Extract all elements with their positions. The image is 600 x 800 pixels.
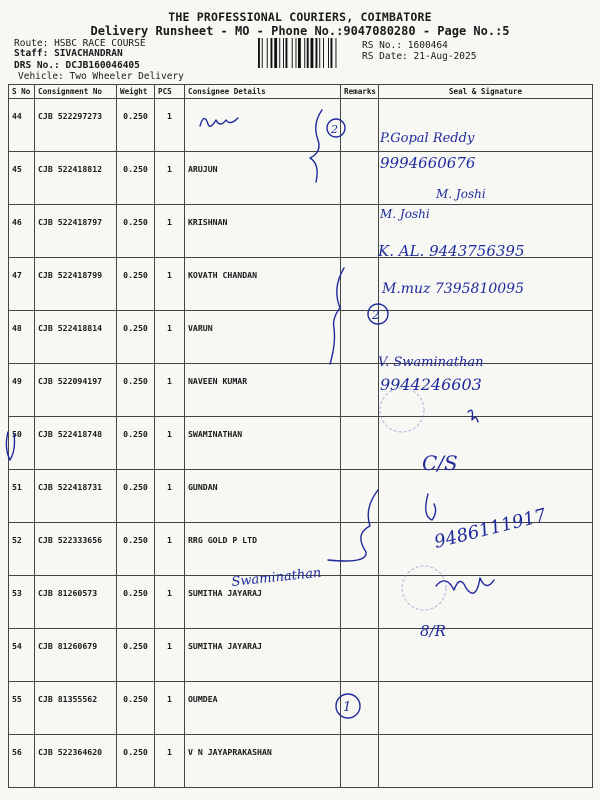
- table-row: [9, 470, 593, 523]
- row-consignee: KRISHNAN: [185, 205, 341, 258]
- runsheet-table: [8, 84, 593, 788]
- row-sno: 44: [9, 99, 35, 152]
- row-consignee: [185, 99, 341, 152]
- row-remarks: [341, 311, 379, 364]
- barcode-bar: [283, 38, 284, 68]
- row-pcs: 1: [155, 205, 185, 258]
- table-row: [9, 735, 593, 788]
- row-pcs: 1: [155, 576, 185, 629]
- table-row: [9, 258, 593, 311]
- row-signature: [379, 364, 593, 417]
- row-consignee: ARUJUN: [185, 152, 341, 205]
- barcode-bar: [262, 38, 263, 68]
- table-row: [9, 364, 593, 417]
- row-weight: 0.250: [117, 576, 155, 629]
- vehicle-value: Two Wheeler Delivery: [69, 71, 184, 82]
- row-remarks: [341, 629, 379, 682]
- table-row: [9, 629, 593, 682]
- col-sno: S No: [9, 85, 35, 99]
- row-remarks: [341, 364, 379, 417]
- row-47-text: K. AL. 9443756395: [378, 242, 525, 260]
- barcode-bar: [336, 38, 337, 68]
- drs-label: DRS No.:: [14, 60, 60, 71]
- row-pcs: 1: [155, 311, 185, 364]
- table-row: [9, 152, 593, 205]
- drs-value: DCJB160046405: [65, 60, 140, 71]
- circle-2b-text: 2: [331, 123, 338, 136]
- row-weight: 0.250: [117, 364, 155, 417]
- row-consignment-no: CJB 522364620: [35, 735, 117, 788]
- col-consignee: Consignee Details: [185, 85, 341, 99]
- row-consignee: VARUN: [185, 311, 341, 364]
- row-sno: 50: [9, 417, 35, 470]
- phone-54-text: 9486111917: [432, 504, 549, 553]
- row-consignment-no: CJB 522418731: [35, 470, 117, 523]
- row-signature: [379, 470, 593, 523]
- row-sno: 56: [9, 735, 35, 788]
- sign-55-text: Swaminathan: [230, 565, 323, 590]
- table-header-row: [9, 85, 593, 99]
- col-remarks: Remarks: [341, 85, 379, 99]
- row-sno: 52: [9, 523, 35, 576]
- col-signature: Seal & Signature: [379, 85, 593, 99]
- row-signature: [379, 523, 593, 576]
- col-pcs: PCS: [155, 85, 185, 99]
- row-48-text: M.muz 7395810095: [382, 281, 524, 297]
- row-pcs: 1: [155, 682, 185, 735]
- row-consignee: SUMITHA JAYARAJ: [185, 629, 341, 682]
- vehicle-line: [18, 71, 184, 82]
- row-weight: 0.250: [117, 152, 155, 205]
- barcode-bar: [292, 38, 293, 68]
- row-pcs: 1: [155, 364, 185, 417]
- rs-no-line: [362, 40, 448, 51]
- barcode-bar: [274, 38, 277, 68]
- rs-date-value: 21-Aug-2025: [413, 51, 477, 62]
- runsheet-subtitle: Delivery Runsheet - MO - Phone No.:9047080280 - Page No.:5: [90, 24, 510, 38]
- row-signature: [379, 152, 593, 205]
- row-consignee: KOVATH CHANDAN: [185, 258, 341, 311]
- row-pcs: 1: [155, 417, 185, 470]
- row-sno: 55: [9, 682, 35, 735]
- row-sno: 46: [9, 205, 35, 258]
- sig-45-text: P.Gopal Reddy: [380, 131, 475, 146]
- row-sno: 53: [9, 576, 35, 629]
- table-row: [9, 311, 593, 364]
- row-consignee: OUMDEA: [185, 682, 341, 735]
- row-sno: 51: [9, 470, 35, 523]
- table-row: [9, 576, 593, 629]
- name-50-text: V. Swaminathan: [378, 355, 484, 370]
- barcode-bar: [271, 38, 273, 68]
- row-sno: 45: [9, 152, 35, 205]
- barcode-bar: [298, 38, 301, 68]
- row-signature: [379, 258, 593, 311]
- barcode-bar: [328, 38, 329, 68]
- row-weight: 0.250: [117, 311, 155, 364]
- row-pcs: 1: [155, 523, 185, 576]
- row-weight: 0.250: [117, 99, 155, 152]
- page-circle-text: 1: [343, 700, 352, 715]
- row-weight: 0.250: [117, 735, 155, 788]
- row-signature: [379, 99, 593, 152]
- row-remarks: [341, 417, 379, 470]
- row-signature: [379, 629, 593, 682]
- circle-2a-text: 2: [372, 308, 380, 322]
- row-remarks: [341, 152, 379, 205]
- row-remarks: [341, 682, 379, 735]
- table-row: [9, 417, 593, 470]
- row-sno: 49: [9, 364, 35, 417]
- staff-value: SIVACHANDRAN: [54, 48, 123, 59]
- barcode-bar: [323, 38, 324, 68]
- row-consignment-no: CJB 81260573: [35, 576, 117, 629]
- row-weight: 0.250: [117, 205, 155, 258]
- company-title: THE PROFESSIONAL COURIERS, COIMBATORE: [168, 10, 432, 24]
- barcode-bar: [267, 38, 268, 68]
- barcode-bar: [319, 38, 320, 68]
- row-remarks: [341, 258, 379, 311]
- rs-no-value: 1600464: [407, 40, 448, 51]
- col-consignment: Consignment No: [35, 85, 117, 99]
- row-consignee: NAVEEN KUMAR: [185, 364, 341, 417]
- row-pcs: 1: [155, 152, 185, 205]
- row-consignment-no: CJB 522418748: [35, 417, 117, 470]
- row-consignment-no: CJB 81260679: [35, 629, 117, 682]
- barcode-bar: [331, 38, 333, 68]
- row-pcs: 1: [155, 258, 185, 311]
- barcode-bar: [311, 38, 314, 68]
- row-consignee: V N JAYAPRAKASHAN: [185, 735, 341, 788]
- table-row: [9, 682, 593, 735]
- route-label: Route:: [14, 38, 49, 49]
- barcode-bar: [279, 38, 280, 68]
- row-consignment-no: CJB 522094197: [35, 364, 117, 417]
- rs-date-line: [362, 51, 476, 62]
- phone-50-text: 9944246603: [380, 375, 482, 394]
- table-row: [9, 99, 593, 152]
- row-signature: [379, 682, 593, 735]
- row-signature: [379, 205, 593, 258]
- row-remarks: [341, 735, 379, 788]
- barcode-bar: [307, 38, 309, 68]
- row-weight: 0.250: [117, 258, 155, 311]
- phone-45-text: 9994660676: [380, 154, 476, 172]
- row-remarks: [341, 99, 379, 152]
- rs-no-label: RS No.:: [362, 40, 403, 51]
- cs-text: C/S: [422, 451, 458, 475]
- vehicle-label: Vehicle:: [18, 71, 64, 82]
- table-row: [9, 523, 593, 576]
- col-weight: Weight: [117, 85, 155, 99]
- rs-date-label: RS Date:: [362, 51, 408, 62]
- drs-line: [14, 60, 140, 71]
- name-46b-text: M. Joshi: [380, 207, 430, 221]
- barcode-bar: [258, 38, 260, 68]
- row-consignment-no: CJB 522418799: [35, 258, 117, 311]
- staff-line: [14, 48, 123, 59]
- row-sno: 47: [9, 258, 35, 311]
- barcode-bar: [304, 38, 305, 68]
- row-pcs: 1: [155, 99, 185, 152]
- row-pcs: 1: [155, 735, 185, 788]
- row-remarks: [341, 576, 379, 629]
- row-signature: [379, 735, 593, 788]
- row-weight: 0.250: [117, 682, 155, 735]
- row-sno: 54: [9, 629, 35, 682]
- row-consignment-no: CJB 522418812: [35, 152, 117, 205]
- route-value: HSBC RACE COURSE: [54, 38, 146, 49]
- barcode-bar: [296, 38, 297, 68]
- row-consignee: RRG GOLD P LTD: [185, 523, 341, 576]
- staff-label: Staff:: [14, 48, 49, 59]
- row-consignee: GUNDAN: [185, 470, 341, 523]
- name-46-text: M. Joshi: [436, 187, 486, 201]
- barcode-bar: [286, 38, 288, 68]
- row-weight: 0.250: [117, 470, 155, 523]
- row-remarks: [341, 205, 379, 258]
- row-weight: 0.250: [117, 417, 155, 470]
- row-consignment-no: CJB 522418814: [35, 311, 117, 364]
- row-consignment-no: CJB 522333656: [35, 523, 117, 576]
- row-pcs: 1: [155, 629, 185, 682]
- barcode-bar: [316, 38, 318, 68]
- row-signature: [379, 311, 593, 364]
- row-signature: [379, 576, 593, 629]
- row-consignment-no: CJB 522418797: [35, 205, 117, 258]
- row-56-text: 8/R: [420, 622, 446, 640]
- row-consignment-no: CJB 81355562: [35, 682, 117, 735]
- row-signature: [379, 417, 593, 470]
- row-pcs: 1: [155, 470, 185, 523]
- row-consignee: SWAMINATHAN: [185, 417, 341, 470]
- table-row: [9, 205, 593, 258]
- row-remarks: [341, 523, 379, 576]
- row-consignee: SUMITHA JAYARAJ: [185, 576, 341, 629]
- barcode: [258, 38, 358, 68]
- row-sno: 48: [9, 311, 35, 364]
- row-weight: 0.250: [117, 629, 155, 682]
- row-consignment-no: CJB 522297273: [35, 99, 117, 152]
- row-remarks: [341, 470, 379, 523]
- row-weight: 0.250: [117, 523, 155, 576]
